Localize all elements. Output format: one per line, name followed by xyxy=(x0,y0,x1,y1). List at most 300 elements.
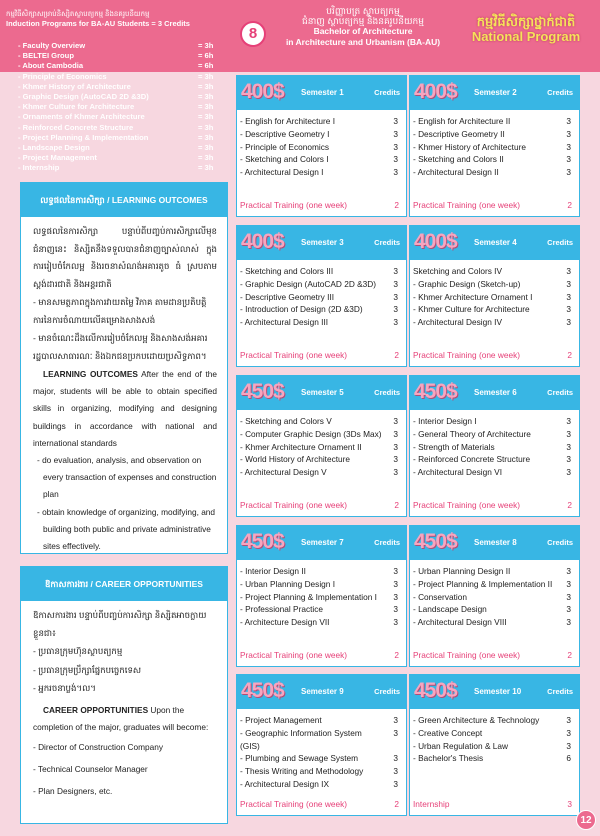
practical-training-credits: 2 xyxy=(567,200,572,210)
semester-course xyxy=(413,578,579,591)
semester-course xyxy=(413,115,579,128)
semester-course xyxy=(413,128,579,141)
semester-course xyxy=(413,603,579,616)
semester-course xyxy=(240,115,406,128)
induction-course-hours: = 6h xyxy=(198,61,214,71)
semester-course-credits: 3 xyxy=(566,304,571,315)
semester-course-name: - General Theory of Architecture xyxy=(413,428,531,439)
induction-course-row xyxy=(18,51,228,61)
semester-title: Semester 4 xyxy=(474,238,517,247)
semester-course xyxy=(240,303,406,316)
induction-heading xyxy=(6,10,228,28)
practical-training-label: Practical Training (one week) xyxy=(240,500,347,510)
induction-course-row xyxy=(18,92,228,102)
credits-header: Credits xyxy=(374,538,400,547)
career-opportunities-panel xyxy=(20,566,228,824)
semester-card xyxy=(236,674,407,816)
semester-course-credits: 3 xyxy=(393,441,398,452)
semester-course xyxy=(413,714,579,727)
induction-heading-kh: កម្មវិធីសិក្សាសម្រាប់និស្សិតស្ថាបត្យកម្ម និងនគរូបនីយកម្ម xyxy=(6,11,150,18)
induction-course-row xyxy=(18,163,228,173)
semester-course-credits: 3 xyxy=(566,416,571,426)
semester-course-name: - Sketching and Colors III xyxy=(240,266,334,276)
semester-course-name: - Architectural Design V xyxy=(240,467,327,478)
practical-training-credits: 2 xyxy=(394,650,399,660)
semester-course-name: - Architecture Design VII xyxy=(240,617,330,628)
semester-course xyxy=(413,415,579,428)
induction-course-row xyxy=(18,102,228,112)
practical-training-label: Practical Training (one week) xyxy=(413,350,520,360)
semester-course-credits: 3 xyxy=(566,291,571,302)
semester-course-name: - Architectural Design VI xyxy=(413,467,502,478)
induction-course-hours: = 3h xyxy=(198,142,214,152)
induction-course-name: - Principle of Economics xyxy=(18,71,107,81)
semester-course-name: - Descriptive Geometry I xyxy=(240,128,330,139)
induction-course-hours: = 3h xyxy=(198,91,214,101)
induction-course-hours: = 3h xyxy=(198,81,214,91)
induction-course-row xyxy=(18,133,228,143)
learning-outcomes-title: លទ្ធផលនៃការសិក្សា / LEARNING OUTCOMES xyxy=(21,183,227,217)
induction-course-hours: = 3h xyxy=(198,153,214,163)
semester-course-credits: 3 xyxy=(566,141,571,152)
induction-course-name: - Ornaments of Khmer Architecture xyxy=(18,112,145,122)
semester-course xyxy=(240,166,406,179)
semester-course-name: - Sketching and Colors V xyxy=(240,416,332,426)
learning-outcomes-panel xyxy=(20,182,228,554)
practical-training-label: Practical Training (one week) xyxy=(413,200,520,210)
semester-course xyxy=(240,278,406,291)
induction-course-row xyxy=(18,61,228,71)
semester-course-credits: 3 xyxy=(393,416,398,426)
semester-course xyxy=(413,278,579,291)
semester-course xyxy=(240,752,406,765)
practical-training-credits: 2 xyxy=(394,799,399,809)
semester-course-name: - Architectural Design II xyxy=(413,167,499,178)
major-title-kh-2: ជំនាញ ស្ថាបត្យកម្ម និងនគរូបនីយកម្ម xyxy=(302,16,424,26)
practical-training-label: Internship xyxy=(413,799,450,809)
semester-card xyxy=(236,225,407,367)
semester-course-credits: 3 xyxy=(566,740,571,751)
semester-course-credits: 3 xyxy=(393,154,398,165)
induction-course-hours: = 3h xyxy=(198,102,214,112)
credits-header: Credits xyxy=(547,238,573,247)
semester-header xyxy=(410,76,579,110)
semester-price: 450$ xyxy=(414,380,457,403)
semester-header xyxy=(410,376,579,410)
semester-course-name: - World History of Architecture xyxy=(240,454,351,465)
semester-course-name: - Landscape Design xyxy=(413,604,487,615)
semester-course-name: - Green Architecture & Technology xyxy=(413,715,540,725)
career-en-text: Upon the completion of the major, graduates will become: xyxy=(33,704,209,732)
semester-course-credits: 3 xyxy=(393,566,398,576)
major-title-kh-1: បរិញ្ញាបត្រ ស្ថាបត្យកម្ម xyxy=(326,6,400,16)
credits-header: Credits xyxy=(547,88,573,97)
learning-outcomes-en-point-1: - do evaluation, analysis, and observation on every transaction of expenses and construction plan xyxy=(37,455,217,500)
career-en-item: - Technical Counselor Manager xyxy=(33,763,148,774)
major-title xyxy=(270,6,456,48)
semester-course xyxy=(240,265,406,278)
semester-course-name: - Geographic Information System (GIS) xyxy=(240,727,362,751)
semester-course-credits: 3 xyxy=(566,617,571,628)
semester-title: Semester 5 xyxy=(301,388,344,397)
semester-course xyxy=(413,291,579,304)
semester-course-credits: 3 xyxy=(393,428,398,439)
career-opportunities-title: ឱកាសការងារ / CAREER OPPORTUNITIES xyxy=(21,567,227,601)
induction-course-row xyxy=(18,123,228,133)
semester-course-credits: 3 xyxy=(566,467,571,478)
practical-training xyxy=(240,650,404,660)
induction-course-row xyxy=(18,153,228,163)
semester-course-name: - Reinforced Concrete Structure xyxy=(413,454,531,465)
credits-header: Credits xyxy=(374,687,400,696)
semester-title: Semester 2 xyxy=(474,88,517,97)
practical-training xyxy=(240,350,404,360)
semester-course-credits: 3 xyxy=(566,566,571,576)
semester-course-name: - Conservation xyxy=(413,591,467,602)
semester-header xyxy=(237,76,406,110)
semester-course xyxy=(240,616,406,629)
semester-course-credits: 3 xyxy=(566,604,571,615)
semester-title: Semester 9 xyxy=(301,687,344,696)
semester-course-credits: 3 xyxy=(566,715,571,725)
semester-course xyxy=(413,141,579,154)
semester-course-credits: 3 xyxy=(393,715,398,725)
semester-course-name: - Interior Design I xyxy=(413,416,477,426)
semester-course xyxy=(413,166,579,179)
induction-course-hours: = 3h xyxy=(198,163,214,173)
semester-course-credits: 3 xyxy=(393,766,398,777)
learning-outcomes-en-intro xyxy=(33,366,217,452)
semester-course xyxy=(240,316,406,329)
semester-price: 450$ xyxy=(241,380,284,403)
semester-course-credits: 6 xyxy=(566,753,571,764)
semester-title: Semester 3 xyxy=(301,238,344,247)
semester-course-credits: 3 xyxy=(393,604,398,615)
career-en-item: - Plan Designers, etc. xyxy=(33,785,113,796)
semester-title: Semester 8 xyxy=(474,538,517,547)
semester-price: 450$ xyxy=(414,530,457,553)
practical-training-credits: 2 xyxy=(394,500,399,510)
semester-course-credits: 3 xyxy=(566,154,571,165)
induction-course-hours: = 3h xyxy=(198,112,214,122)
semester-course xyxy=(413,727,579,740)
semester-course-name: - English for Architecture I xyxy=(240,116,335,126)
semester-header xyxy=(237,526,406,560)
semester-course-name: - Sketching and Colors I xyxy=(240,154,329,165)
practical-training-credits: 2 xyxy=(567,650,572,660)
semester-course xyxy=(240,466,406,479)
semester-course xyxy=(240,441,406,454)
credits-header: Credits xyxy=(374,388,400,397)
induction-course-row xyxy=(18,82,228,92)
learning-outcomes-kh-point-1: - មានសមត្ថភាពក្នុងការវាយតម្លៃ វិភាគ តាមដានប្រតិបត្តិការនៃការចំណាយលើគម្រោងសាងសង់ xyxy=(33,297,207,325)
induction-course-row xyxy=(18,41,228,51)
semester-course xyxy=(240,603,406,616)
semester-card xyxy=(236,75,407,217)
semester-course-name: - Graphic Design (Sketch-up) xyxy=(413,278,521,289)
career-kh-item: - ប្រធានក្រុមប្រឹក្សាផ្នែកបច្ចេកទេស xyxy=(33,664,142,675)
credits-header: Credits xyxy=(547,388,573,397)
practical-training-credits: 2 xyxy=(567,350,572,360)
induction-course-hours: = 3h xyxy=(198,132,214,142)
career-kh-intro: ឱកាសការងារ បន្ទាប់ពីបញ្ចប់ការសិក្សា និស្សិតអាចក្លាយខ្លួនជា៖ xyxy=(33,610,207,638)
semester-header xyxy=(237,376,406,410)
semester-course-name: - Sketching and Colors II xyxy=(413,154,504,165)
semester-title: Semester 10 xyxy=(474,687,522,696)
semester-course-credits: 3 xyxy=(393,753,398,764)
semester-title: Semester 7 xyxy=(301,538,344,547)
semester-card xyxy=(236,375,407,517)
semester-course xyxy=(413,616,579,629)
semester-card xyxy=(236,525,407,667)
semester-course-name: - Architectural Design VIII xyxy=(413,617,507,628)
semester-course-name: - English for Architecture II xyxy=(413,116,511,126)
semester-course-name: - Bachelor's Thesis xyxy=(413,753,484,764)
practical-training-credits: 3 xyxy=(567,799,572,809)
induction-course-hours: = 3h xyxy=(198,71,214,81)
semester-price: 400$ xyxy=(414,80,457,103)
semester-price: 450$ xyxy=(241,679,284,702)
semester-course-credits: 3 xyxy=(566,128,571,139)
semester-course xyxy=(240,578,406,591)
semester-course xyxy=(413,303,579,316)
semester-course-name: - Urban Regulation & Law xyxy=(413,740,509,751)
section-number-badge: 8 xyxy=(240,21,266,47)
major-title-en-1: Bachelor of Architecture xyxy=(313,26,413,36)
semester-course-credits: 3 xyxy=(393,278,398,289)
semester-course-credits: 3 xyxy=(566,116,571,126)
learning-outcomes-kh-point-2: - មានចំណេះដឹងលើការរៀបចំកែលម្អ និងសាងសង់អគាររដ្ឋបាលសាធារណៈ និងឯកជនប្រកបដោយប្រសិទ្ធភាព។ xyxy=(33,333,208,361)
induction-course-hours: = 3h xyxy=(198,122,214,132)
semester-course-credits: 3 xyxy=(393,128,398,139)
semester-course-credits: 3 xyxy=(566,591,571,602)
semester-course-credits: 3 xyxy=(393,454,398,465)
induction-course-row xyxy=(18,112,228,122)
induction-course-name: - About Cambodia xyxy=(18,61,84,71)
semester-course-name: - Professional Practice xyxy=(240,604,324,615)
semester-course xyxy=(413,153,579,166)
practical-training-label: Practical Training (one week) xyxy=(240,200,347,210)
semester-course-name: - Architectural Design I xyxy=(240,167,324,178)
semester-price: 450$ xyxy=(241,530,284,553)
semester-course xyxy=(240,128,406,141)
induction-course-hours: = 3h xyxy=(198,41,214,50)
semester-course xyxy=(240,778,406,791)
semester-course xyxy=(240,727,406,753)
semester-course-credits: 3 xyxy=(393,467,398,478)
semester-course xyxy=(240,291,406,304)
semester-course-name: - Khmer Architecture Ornament II xyxy=(240,441,362,452)
semester-course-name: - Urban Planning Design I xyxy=(240,578,336,589)
semester-course-name: - Architectural Design III xyxy=(240,317,329,328)
semester-course-credits: 3 xyxy=(393,578,398,589)
semester-course-credits: 3 xyxy=(393,727,398,738)
semester-course xyxy=(413,752,579,765)
semester-course xyxy=(413,466,579,479)
semester-course-name: - Architectural Design IV xyxy=(413,317,502,328)
semester-course xyxy=(240,141,406,154)
semester-card xyxy=(409,75,580,217)
practical-training xyxy=(413,650,577,660)
semester-course-credits: 3 xyxy=(393,266,398,276)
semester-course-name: - Plumbing and Sewage System xyxy=(240,753,359,764)
career-kh-item: - អ្នករចនាប្លង់។ល។ xyxy=(33,683,96,693)
semester-price: 400$ xyxy=(241,80,284,103)
semester-course xyxy=(413,453,579,466)
semester-course xyxy=(240,428,406,441)
practical-training-label: Practical Training (one week) xyxy=(413,650,520,660)
semester-course xyxy=(413,740,579,753)
national-program-kh: កម្មវិធីសិក្សាថ្នាក់ជាតិ xyxy=(476,14,576,29)
semester-course-credits: 3 xyxy=(393,304,398,315)
credits-header: Credits xyxy=(547,538,573,547)
semester-header xyxy=(237,675,406,709)
semester-course-name: - Khmer Architecture Ornament I xyxy=(413,291,533,302)
practical-training-credits: 2 xyxy=(394,200,399,210)
major-title-en-2: in Architecture and Urbanism (BA-AU) xyxy=(285,37,441,47)
career-kh-item: - ប្រធានក្រុមហ៊ុនស្ថាបត្យកម្ម xyxy=(33,646,123,656)
semester-course xyxy=(413,428,579,441)
semester-course xyxy=(240,591,406,604)
practical-training-label: Practical Training (one week) xyxy=(240,799,347,809)
learning-outcomes-kh-intro: លទ្ធផលនៃការសិក្សា បន្ទាប់ពីបញ្ចប់ការសិក្សាលើមុខជំនាញនេះ និស្សិតនឹងទទួលបានជំនាញច្បាស់លាស់ ក្នុងការរៀបចំកែលម្អ និងរចនាសំណង់អគារតូច ធំ ស្របតាមស្តង់ដារជាតិ និងអន្តរជាតិ xyxy=(33,226,217,289)
semester-course xyxy=(413,441,579,454)
semester-course xyxy=(413,565,579,578)
semester-course-name: - Computer Graphic Design (3Ds Max) xyxy=(240,428,382,439)
career-en-intro xyxy=(33,702,217,736)
practical-training xyxy=(240,200,404,210)
induction-course-name: - Reinforced Concrete Structure xyxy=(18,122,134,132)
semester-price: 400$ xyxy=(241,230,284,253)
learning-outcomes-en-lead: LEARNING OUTCOMES xyxy=(43,369,138,379)
induction-course-name: - Landscape Design xyxy=(18,142,90,152)
semester-course-credits: 3 xyxy=(566,727,571,738)
semester-course-credits: 3 xyxy=(393,291,398,302)
semester-course-name: - Graphic Design (AutoCAD 2D &3D) xyxy=(240,278,377,289)
semester-course-name: - Architectural Design IX xyxy=(240,778,329,789)
semester-course-name: - Descriptive Geometry II xyxy=(413,128,505,139)
induction-course-row xyxy=(18,72,228,82)
semester-course-name: - Interior Design II xyxy=(240,566,306,576)
semester-header xyxy=(410,675,579,709)
semester-course-credits: 3 xyxy=(566,454,571,465)
induction-course-name: - Khmer History of Architecture xyxy=(18,81,131,91)
semester-course-name: - Project Management xyxy=(240,715,322,725)
induction-course-name: - Project Management xyxy=(18,153,97,163)
credits-header: Credits xyxy=(374,238,400,247)
semester-course-name: - Urban Planning Design II xyxy=(413,566,511,576)
semester-course xyxy=(240,453,406,466)
semester-header xyxy=(410,226,579,260)
semester-course xyxy=(240,153,406,166)
semester-course xyxy=(413,591,579,604)
practical-training xyxy=(413,500,577,510)
practical-training xyxy=(413,200,577,210)
induction-course-name: - Project Planning & Implementation xyxy=(18,132,149,142)
semester-course-name: - Principle of Economics xyxy=(240,141,329,152)
semester-course-name: - Descriptive Geometry III xyxy=(240,291,335,302)
semester-course xyxy=(240,714,406,727)
semester-course-credits: 3 xyxy=(566,266,571,276)
semester-card xyxy=(409,375,580,517)
semester-course xyxy=(413,265,579,278)
semester-course xyxy=(240,415,406,428)
learning-outcomes-en-text: After the end of the major, students will be able to obtain specified skills in organizing, modifying and designing buildings in accordance with national and international standards xyxy=(33,369,217,448)
induction-course-name: - Graphic Design (AutoCAD 2D &3D) xyxy=(18,91,149,101)
induction-course-name: - BELTEI Group xyxy=(18,51,74,61)
induction-course-hours: = 6h xyxy=(198,51,214,61)
practical-training xyxy=(413,799,577,809)
national-program-label xyxy=(462,14,590,44)
semester-course-name: - Thesis Writing and Methodology xyxy=(240,766,364,777)
semester-course-credits: 3 xyxy=(393,591,398,602)
semester-course-name: - Khmer Culture for Architecture xyxy=(413,304,530,315)
semester-course xyxy=(240,765,406,778)
induction-course-name: - Faculty Overview xyxy=(18,41,86,50)
national-program-en: National Program xyxy=(471,29,581,44)
practical-training xyxy=(240,799,404,809)
semester-card xyxy=(409,674,580,816)
career-en-lead: CAREER OPPORTUNITIES xyxy=(43,704,149,715)
semester-header xyxy=(410,526,579,560)
practical-training-label: Practical Training (one week) xyxy=(240,350,347,360)
induction-course-row xyxy=(18,143,228,153)
semester-course-credits: 3 xyxy=(566,428,571,439)
semester-course-credits: 3 xyxy=(393,617,398,628)
induction-course-name: - Khmer Culture for Architecture xyxy=(18,102,135,112)
semester-course-name: - Strength of Materials xyxy=(413,441,495,452)
semester-course-name: - Project Planning & Implementation II xyxy=(413,578,553,589)
semester-header xyxy=(237,226,406,260)
semester-course-credits: 3 xyxy=(566,167,571,178)
semester-price: 450$ xyxy=(414,679,457,702)
page-number: 12 xyxy=(576,810,596,830)
semester-course-credits: 3 xyxy=(393,778,398,789)
semester-course-name: - Project Planning & Implementation I xyxy=(240,591,377,602)
career-en-item: - Director of Construction Company xyxy=(33,741,164,752)
practical-training-credits: 2 xyxy=(567,500,572,510)
induction-heading-en: Induction Programs for BA-AU Students = 3 Credits xyxy=(6,19,190,28)
semester-course-credits: 3 xyxy=(566,578,571,589)
induction-course-list xyxy=(18,41,228,173)
semester-price: 400$ xyxy=(414,230,457,253)
learning-outcomes-en-point-2: - obtain knowledge of organizing, modifying, and building both public and private administrative sites effectively. xyxy=(37,506,216,552)
semester-course-credits: 3 xyxy=(393,317,398,328)
credits-header: Credits xyxy=(374,88,400,97)
semester-course-credits: 3 xyxy=(566,441,571,452)
semester-course-credits: 3 xyxy=(393,141,398,152)
induction-course-name: - Internship xyxy=(18,163,60,173)
practical-training-label: Practical Training (one week) xyxy=(240,650,347,660)
semester-course-credits: 3 xyxy=(566,317,571,328)
semester-course-credits: 3 xyxy=(566,278,571,289)
semester-course xyxy=(413,316,579,329)
semester-title: Semester 1 xyxy=(301,88,344,97)
semester-course xyxy=(240,565,406,578)
practical-training xyxy=(240,500,404,510)
practical-training xyxy=(413,350,577,360)
semester-title: Semester 6 xyxy=(474,388,517,397)
practical-training-label: Practical Training (one week) xyxy=(413,500,520,510)
semester-course-name: Sketching and Colors IV xyxy=(413,266,503,276)
credits-header: Credits xyxy=(547,687,573,696)
semester-course-credits: 3 xyxy=(393,167,398,178)
semester-course-name: - Khmer History of Architecture xyxy=(413,141,526,152)
semester-course-credits: 3 xyxy=(393,116,398,126)
practical-training-credits: 2 xyxy=(394,350,399,360)
semester-course-name: - Creative Concept xyxy=(413,727,483,738)
semester-card xyxy=(409,525,580,667)
